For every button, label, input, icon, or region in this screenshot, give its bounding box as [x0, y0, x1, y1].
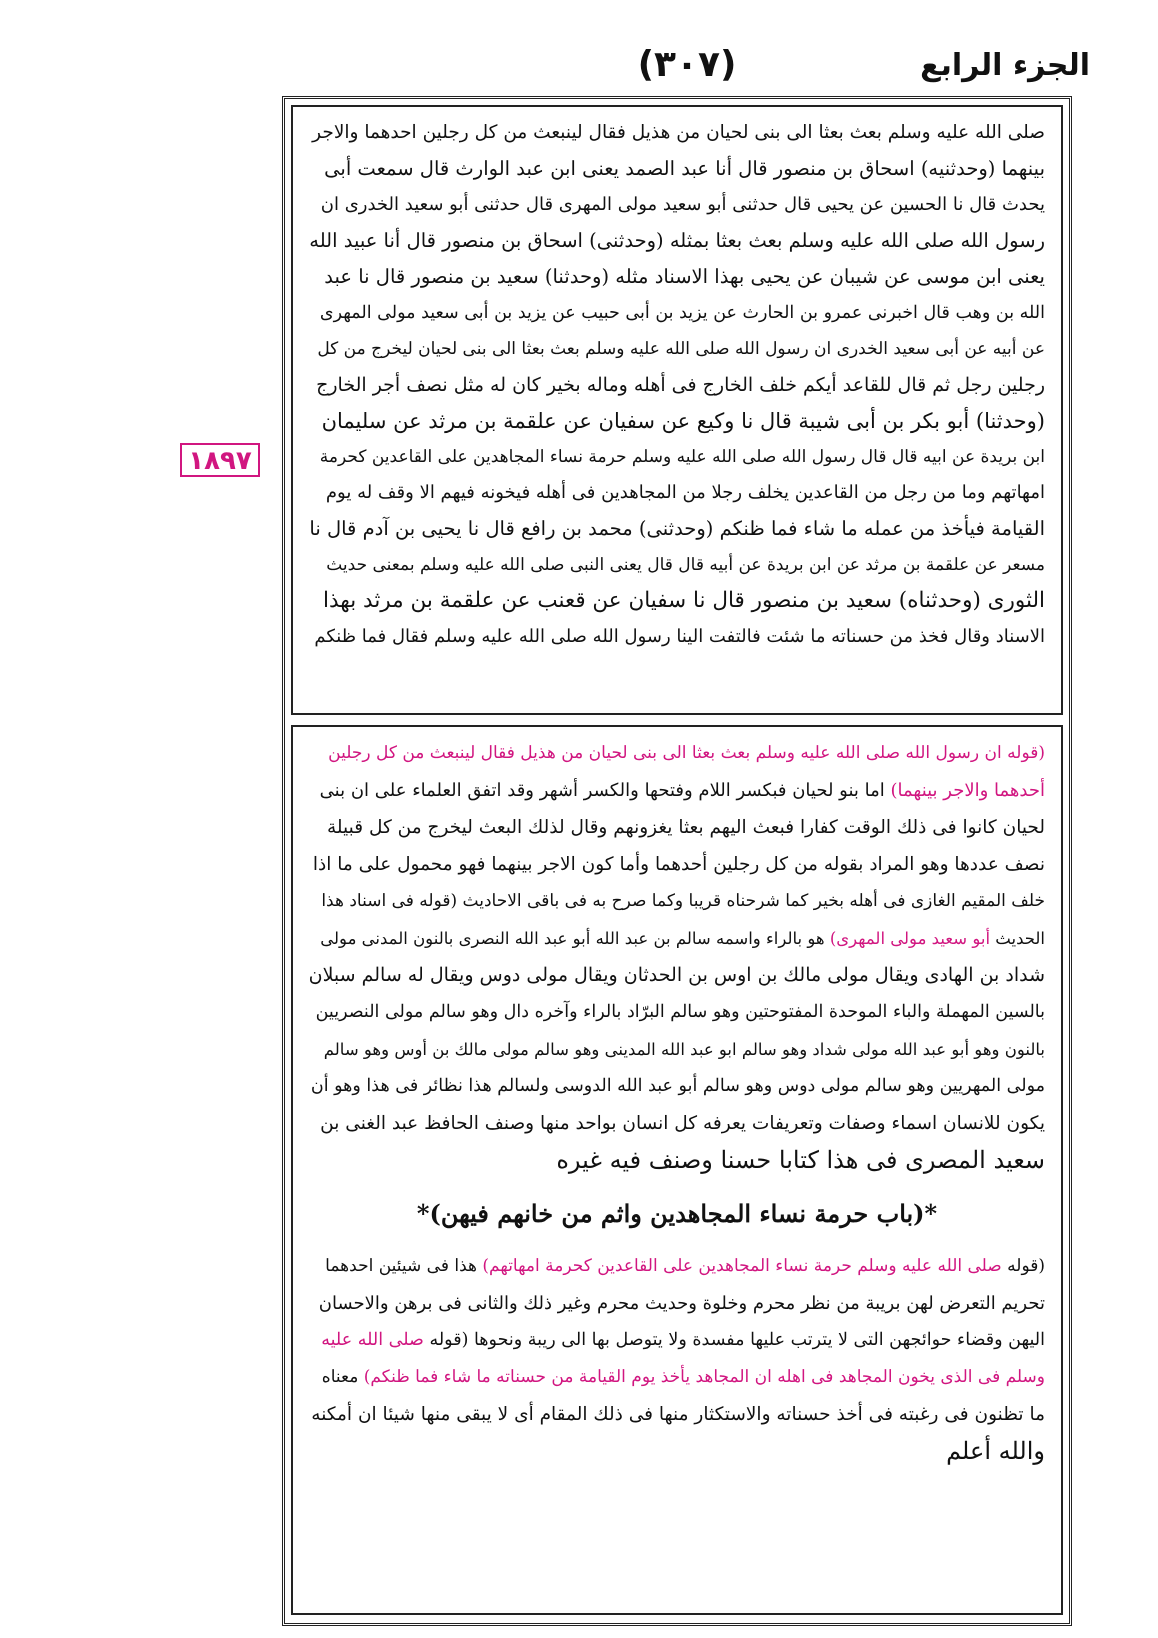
commentary-line: لحيان كانوا فى ذلك الوقت كفارا فبعث اليهم بعثا يغزونهم وقال لذلك البعث ليخرج من كل قبيلة — [327, 817, 1045, 838]
commentary-line: بالنون وهو أبو عبد الله مولى شداد وهو سالم ابو عبد الله المدينى وهو سالم مولى مالك بن أوس وهو سالم — [323, 1040, 1045, 1059]
hadith-line: (وحدثنا) أبو بكر بن أبى شيبة قال نا وكيع عن سفيان عن علقمة بن مرثد عن سليمان — [321, 409, 1045, 433]
hadith-line: يحدث قال نا الحسين عن يحيى قال حدثنى أبو سعيد مولى المهرى قال حدثنى أبو سعيد الخدرى ان — [320, 194, 1045, 215]
spacer — [309, 1179, 1045, 1195]
commentary-quote: صلى الله عليه — [321, 1330, 424, 1350]
hadith-line: ابن بريدة عن ابيه قال قال رسول الله صلى الله عليه وسلم حرمة نساء المجاهدين على القاعدين كحرمة — [319, 447, 1045, 467]
chapter-heading: *(باب حرمة نساء المجاهدين واثم من خانهم فيهن)* — [416, 1199, 938, 1228]
commentary-text: اليهن وقضاء حوائجهن التى لا يترتب عليها مفسدة ولا يتوصل بها الى ريبة ونحوها (قوله — [429, 1330, 1045, 1350]
commentary-text: معناه — [321, 1367, 359, 1387]
hadith-line: مسعر عن علقمة بن مرثد عن ابن بريدة عن أبيه قال قال يعنى النبى صلى الله عليه وسلم بمعنى حديث — [326, 555, 1045, 575]
commentary-line — [309, 920, 1045, 957]
commentary-text: (قوله فى اسناد هذا — [321, 891, 458, 911]
commentary-box — [291, 725, 1063, 1615]
page-header — [284, 40, 1090, 96]
commentary-text: الحديث — [995, 929, 1045, 948]
commentary-text: (قوله — [1007, 1256, 1045, 1276]
hadith-line: يعنى ابن موسى عن شيبان عن يحيى بهذا الاسناد مثله (وحدثنا) سعيد بن منصور قال نا عبد — [324, 265, 1045, 288]
commentary-line: بالسين المهملة والباء الموحدة المفتوحتين وهو سالم البرّاد بالراء وآخره دال وهو سالم مولى النصريين — [315, 1002, 1045, 1022]
commentary-text: هو بالراء واسمه سالم بن عبد الله أبو عبد الله النصرى بالنون المدنى مولى — [320, 929, 825, 948]
commentary-line: سعيد المصرى فى هذا كتابا حسنا وصنف فيه غيره — [556, 1146, 1045, 1174]
hadith-line: رسول الله صلى الله عليه وسلم بعث بعثا بمثله (وحدثنى) اسحاق بن منصور قال أنا عبيد الله — [309, 229, 1045, 252]
commentary-line: نصف عددها وهو المراد بقوله من كل رجلين أحدهما وأما كون الاجر بينهما فهو محمول على ما اذا — [312, 854, 1045, 875]
hadith-line: الاسناد وقال فخذ من حسناته ما شئت فالتفت الينا رسول الله صلى الله عليه وسلم فقال فما ظنكم — [314, 626, 1045, 647]
page-number: (٣٠٧) — [637, 44, 737, 85]
spacer — [309, 1232, 1045, 1248]
hadith-line: الثورى (وحدثناه) سعيد بن منصور قال نا سفيان عن قعنب عن علقمة بن مرثد بهذا — [323, 588, 1045, 613]
hadith-line: صلى الله عليه وسلم بعث بعثا الى بنى لحيان من هذيل فقال لينبعث من كل رجلين احدهما والاجر — [312, 122, 1045, 143]
commentary-quote: وسلم فى الذى يخون المجاهد فى اهله ان المجاهد يأخذ يوم القيامة من حسناته ما شاء فما ظنكم) — [363, 1367, 1045, 1387]
commentary-line: ما تظنون فى رغبته فى أخذ حسناته والاستكثار منها فى ذلك المقام أى لا يبقى منها شيئا ان أمكنه — [311, 1404, 1045, 1425]
commentary-line: مولى المهريين وهو سالم مولى دوس وهو سالم أبو عبد الله الدوسى ولسالم هذا نظائر فى هذا وهو أن — [310, 1076, 1045, 1096]
commentary-quote: صلى الله عليه وسلم حرمة نساء المجاهدين على القاعدين كحرمة امهاتهم) — [482, 1256, 1002, 1276]
commentary-quote: (قوله ان رسول الله صلى الله عليه وسلم بعث بعثا الى بنى لحيان من هذيل فقال لينبعث من كل رجلين — [328, 743, 1045, 763]
hadith-line: عن أبيه عن أبى سعيد الخدرى ان رسول الله صلى الله عليه وسلم بعث بعثا الى بنى لحيان ليخرج من كل — [317, 339, 1045, 359]
commentary-line — [309, 772, 1045, 809]
commentary-line: شداد بن الهادى ويقال مولى مالك بن اوس بن الحدثان ويقال مولى دوس ويقال له سالم سبلان — [308, 964, 1045, 986]
page-frame — [282, 96, 1072, 1626]
commentary-text: هذا فى شيئين احدهما — [325, 1256, 477, 1276]
hadith-number-badge: ١٨٩٧ — [180, 443, 260, 477]
commentary-line — [309, 883, 1045, 920]
commentary-line: والله أعلم — [946, 1437, 1045, 1465]
commentary-text: خلف المقيم الغازى فى أهله بخير كما شرحناه قريبا وكما صرح به فى باقى الاحاديث — [462, 891, 1045, 911]
hadith-line: رجلين رجل ثم قال للقاعد أيكم خلف الخارج فى أهله وماله بخير كان له مثل نصف أجر الخارج — [316, 374, 1045, 396]
part-title: الجزء الرابع — [920, 48, 1090, 83]
hadith-line: القيامة فيأخذ من عمله ما شاء فما ظنكم (وحدثنى) محمد بن رافع قال نا يحيى بن آدم قال نا — [309, 517, 1045, 540]
commentary-line — [309, 1322, 1045, 1359]
commentary-quote: أحدهما والاجر بينهما) — [890, 780, 1045, 801]
hadith-text-box — [291, 105, 1063, 715]
commentary-line: يكون للانسان اسماء وصفات وتعريفات يعرفه كل انسان بواحد منها وصنف الحافظ عبد الغنى بن — [320, 1113, 1045, 1134]
commentary-line — [309, 1248, 1045, 1285]
commentary-text: اما بنو لحيان فبكسر اللام وفتحها والكسر أشهر وقد اتفق العلماء على ان بنى — [319, 780, 885, 801]
commentary-line: تحريم التعرض لهن بريبة من نظر محرم وخلوة وحديث محرم وغير ذلك والثانى فى برهن والاحسان — [318, 1293, 1045, 1314]
hadith-line: امهاتهم وما من رجل من القاعدين يخلف رجلا من المجاهدين فى أهله فيخونه فيهم الا وقف له يوم — [325, 482, 1045, 503]
hadith-line: الله بن وهب قال اخبرنى عمرو بن الحارث عن يزيد بن أبى حبيب عن يزيد بن أبى سعيد مولى المهرى — [319, 303, 1045, 323]
commentary-line — [309, 1359, 1045, 1396]
commentary-quote: أبو سعيد مولى المهرى) — [829, 929, 991, 948]
hadith-line: بينهما (وحدثنيه) اسحاق بن منصور قال أنا عبد الصمد يعنى ابن عبد الوارث قال سمعت أبى — [324, 157, 1045, 180]
